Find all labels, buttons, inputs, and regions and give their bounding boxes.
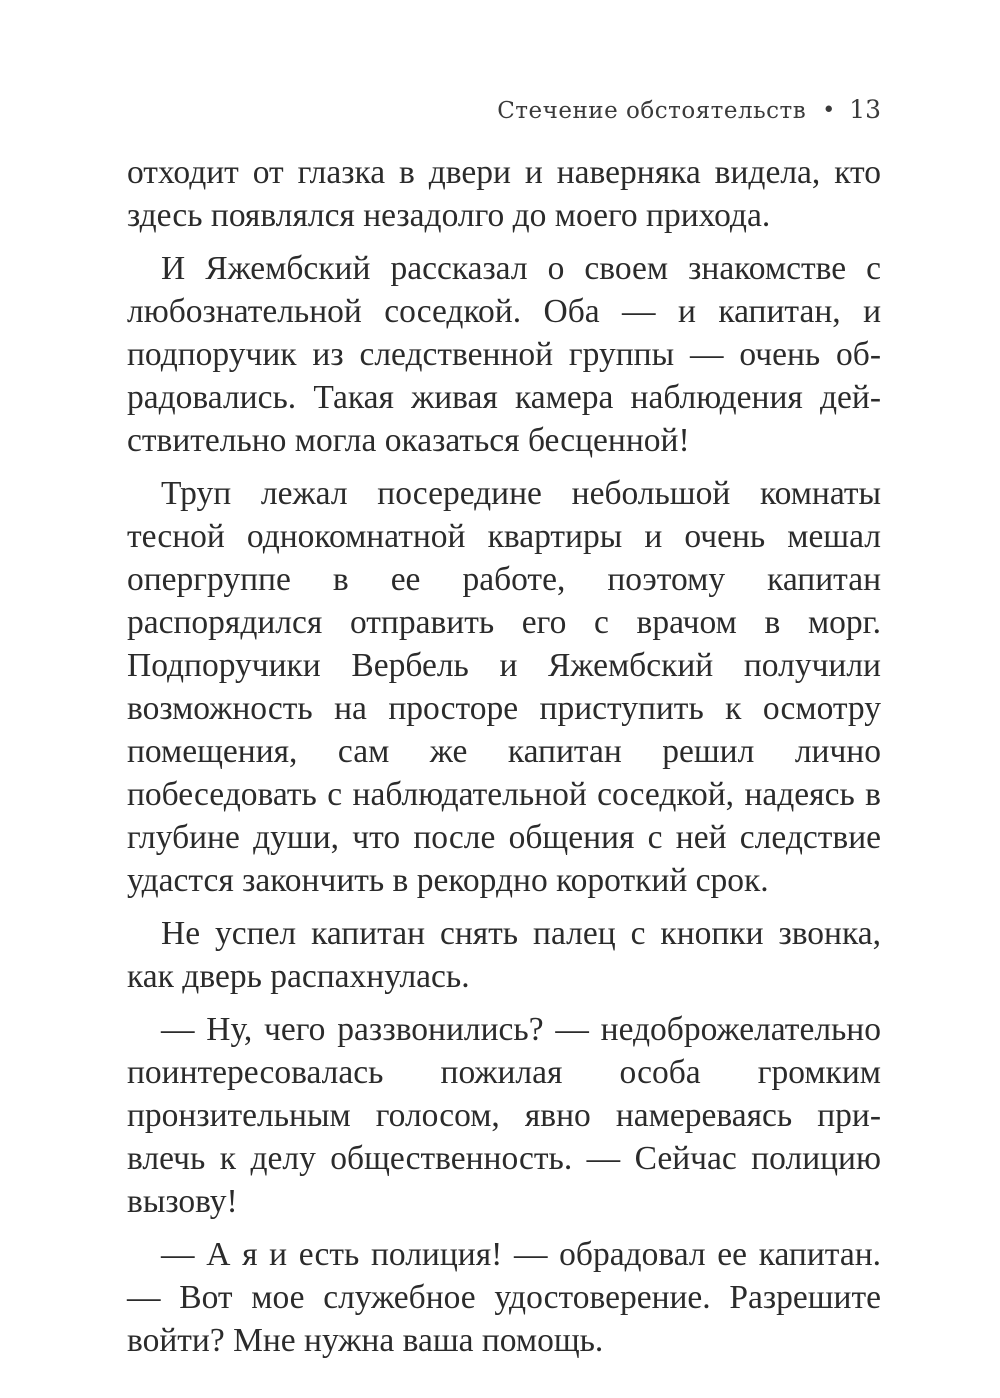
paragraph-5: — Ну, чего раззвонились? — недоброжелательно поинтересовалась пожилая особа громким пронзительным голосом, явно намереваясь привлечь к делу общественность. — Сейчас полицию вызову! — [127, 1011, 881, 1220]
page-number: 13 — [849, 95, 881, 124]
paragraph-2: И Яжембский рассказал о своем знакомстве с любознательной соседкой. Оба — и капитан, и подпоручик из следственной группы — очень обрадовались. Такая живая камера наблюдения действительно могла оказаться бесценной! — [127, 250, 881, 459]
paragraph-3: Труп лежал посередине небольшой комнаты тесной однокомнатной квартиры и очень мешал опергруппе в ее работе, поэтому капитан распорядился отправить его с врачом в морг. Подпоручики Вербель и Яжембский получили возможность на просторе приступить к осмотру помещения, сам же капитан решил лично побеседовать с наблюдательной соседкой, надеясь в глубине души, что после общения с ней следствие удастся закончить в рекордно короткий срок. — [127, 475, 881, 899]
body-text — [127, 151, 881, 1372]
running-head — [127, 92, 881, 128]
paragraph-1: отходит от глазка в двери и наверняка видела, кто здесь появлялся незадолго до моего прихода. — [127, 154, 881, 234]
running-head-separator: • — [822, 98, 836, 123]
paragraph-6: — А я и есть полиция! — обрадовал ее капитан. — Вот мое служебное удостоверение. Разрешите войти? Мне нужна ваша помощь. — [127, 1236, 881, 1359]
paragraph-4: Не успел капитан снять палец с кнопки звонка, как дверь распахнулась. — [127, 915, 881, 995]
running-head-title: Стечение обстоятельств — [497, 98, 807, 124]
